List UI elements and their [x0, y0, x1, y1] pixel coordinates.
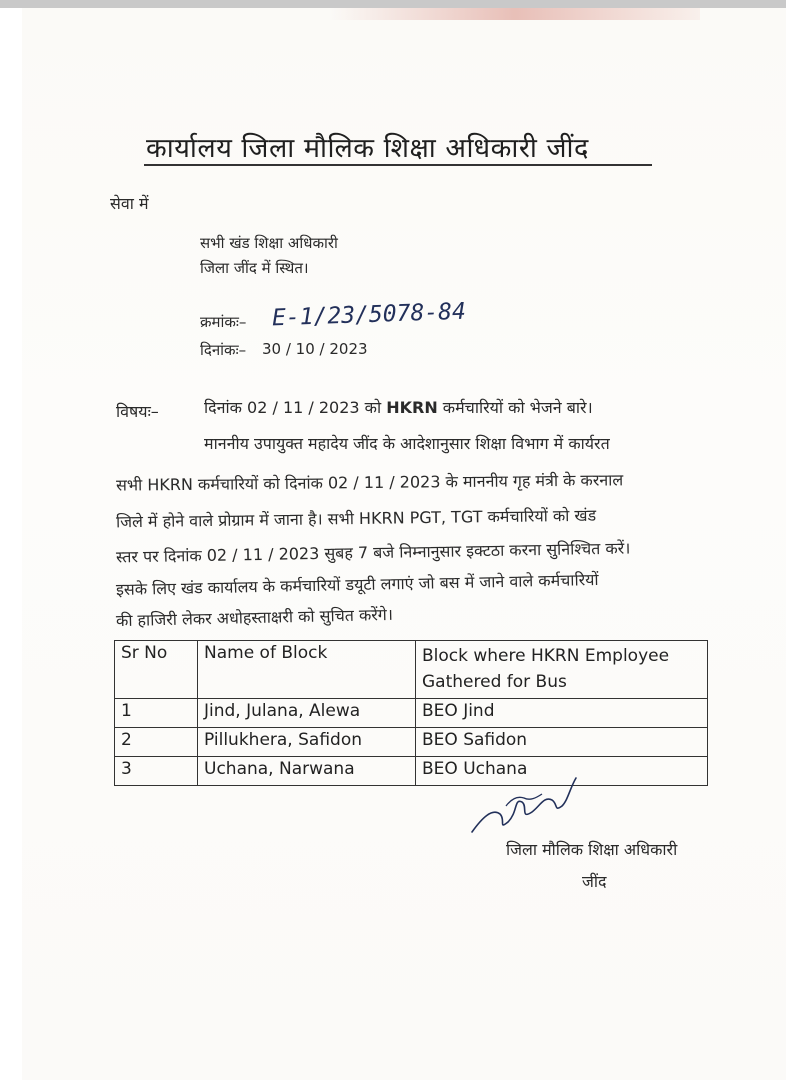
recipient-line-1: सभी खंड शिक्षा अधिकारी — [200, 234, 338, 252]
subject-text-after: कर्मचारियों को भेजने बारे। — [437, 398, 593, 417]
row-2-sr: 2 — [115, 727, 198, 756]
row-1-block: Jind, Julana, Alewa — [198, 698, 416, 727]
date-label: दिनांकः– — [200, 341, 247, 359]
recipient-line-2: जिला जींद में स्थित। — [200, 259, 309, 277]
body-line-5: इसके लिए खंड कार्यालय के कर्मचारियों डयूटी लगाएं जो बस में जाने वाले कर्मचारियों — [115, 569, 599, 600]
row-3-sr: 3 — [115, 756, 198, 785]
block-gathering-table — [114, 640, 708, 786]
subject-text-before: दिनांक 02 / 11 / 2023 को — [204, 398, 387, 417]
date-value: 30 / 10 / 2023 — [262, 340, 368, 358]
signature-scribble — [462, 768, 592, 848]
body-line-1: माननीय उपायुक्त महादेय जींद के आदेशानुसार शिक्षा विभाग में कार्यरत — [204, 434, 610, 453]
header-name-of-block: Name of Block — [198, 641, 416, 699]
reference-number-label: क्रमांकः– — [200, 313, 247, 331]
row-2-gathering: BEO Safidon — [416, 727, 708, 756]
header-underline — [144, 164, 652, 166]
paper-stain — [330, 8, 700, 20]
body-line-4: स्तर पर दिनांक 02 / 11 / 2023 सुबह 7 बजे निम्नानुसार इक्टठा करना सुनिश्चित करें। — [115, 538, 631, 567]
header-gathering-block: Block where HKRN Employee Gathered for Bus — [416, 641, 708, 699]
row-1-gathering: BEO Jind — [416, 698, 708, 727]
reference-number-handwritten: E-1/23/5078-84 — [271, 298, 467, 332]
body-line-3: जिले में होने वाले प्रोग्राम में जाना है। सभी HKRN PGT, TGT कर्मचारियों को खंड — [115, 505, 597, 532]
row-2-block: Pillukhera, Safidon — [198, 727, 416, 756]
table-row — [115, 756, 708, 785]
body-line-2: सभी HKRN कर्मचारियों को दिनांक 02 / 11 / 2023 के माननीय गृह मंत्री के करनाल — [115, 470, 624, 495]
header-sr-no: Sr No — [115, 641, 198, 699]
signatory-place: जींद — [582, 872, 607, 891]
row-3-gathering: BEO Uchana — [416, 756, 708, 785]
table-header-row — [115, 641, 708, 699]
subject-label: विषयः– — [116, 402, 159, 421]
subject-text — [204, 396, 593, 418]
row-3-block: Uchana, Narwana — [198, 756, 416, 785]
row-1-sr: 1 — [115, 698, 198, 727]
salutation: सेवा में — [110, 194, 149, 213]
subject-text-bold: HKRN — [386, 398, 438, 417]
signatory-title: जिला मौलिक शिक्षा अधिकारी — [506, 840, 678, 859]
body-line-6: की हाजिरी लेकर अधोहस्ताक्षरी को सुचित करेंगे। — [115, 604, 394, 631]
top-edge-bar — [0, 0, 786, 8]
table-row — [115, 727, 708, 756]
office-header: कार्यालय जिला मौलिक शिक्षा अधिकारी जींद — [146, 133, 589, 164]
table-row — [115, 698, 708, 727]
